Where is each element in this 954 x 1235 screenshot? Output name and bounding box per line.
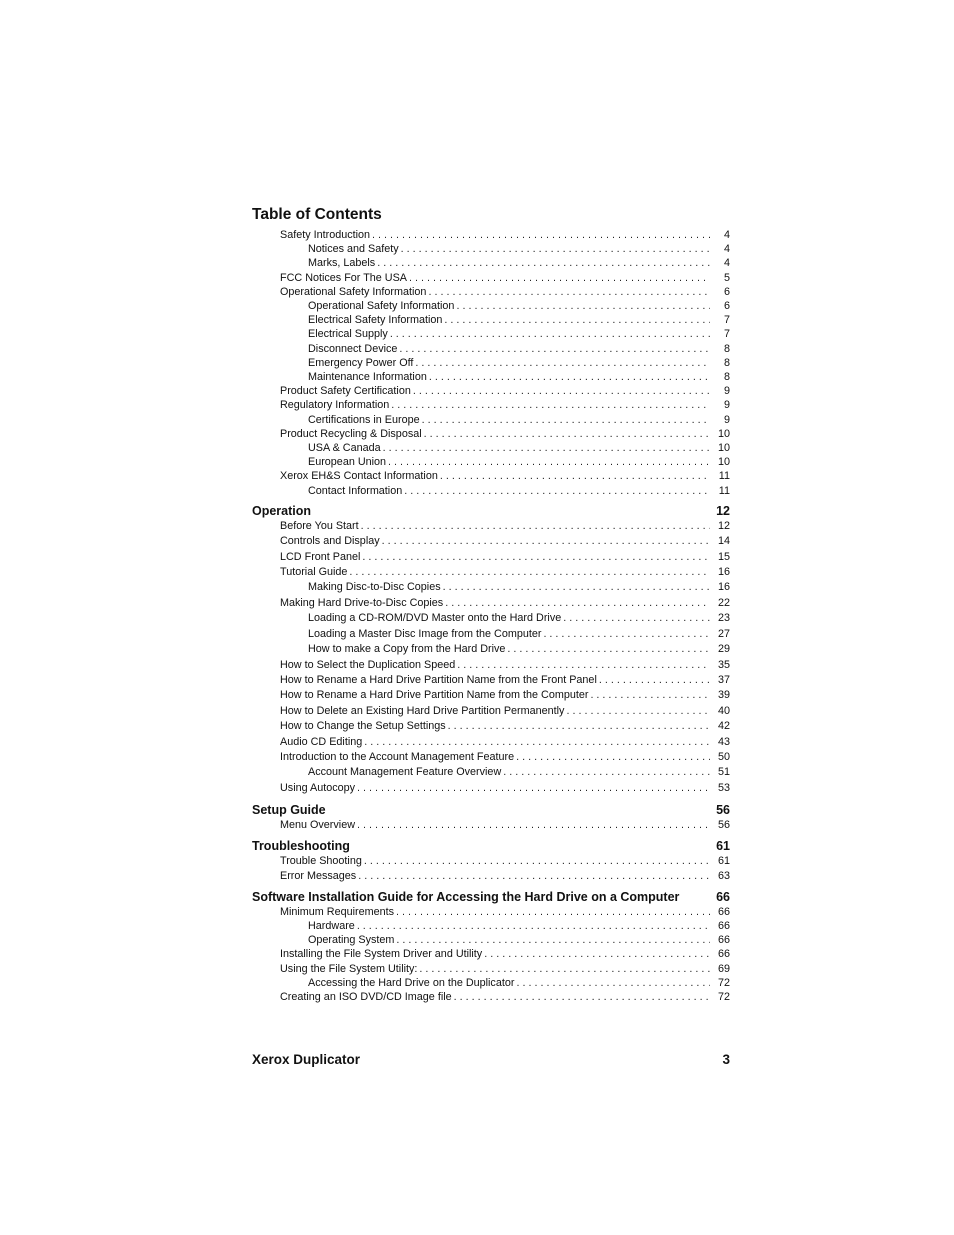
dot-leader — [597, 673, 710, 688]
toc-subentry[interactable] — [252, 933, 730, 947]
toc-entry[interactable] — [252, 271, 730, 285]
entry-page: 16 — [717, 566, 730, 579]
dot-leader — [359, 519, 710, 534]
entry-page: 8 — [723, 356, 730, 369]
entry-page: 9 — [723, 385, 730, 398]
dot-leader — [441, 580, 710, 595]
dot-leader — [380, 534, 710, 549]
entry-title: Controls and Display — [280, 535, 380, 548]
dot-leader — [455, 658, 710, 673]
entry-title: How to Change the Setup Settings — [280, 720, 446, 733]
entry-title: Emergency Power Off — [308, 356, 414, 369]
entry-page: 16 — [717, 581, 730, 594]
toc-entry[interactable] — [252, 869, 730, 883]
entry-page: 69 — [717, 962, 730, 975]
toc-subentry[interactable] — [252, 299, 730, 313]
toc-subentry[interactable] — [252, 256, 730, 270]
entry-page: 40 — [717, 704, 730, 717]
dot-leader — [388, 327, 710, 341]
toc-entry[interactable] — [252, 565, 730, 580]
entry-title: Menu Overview — [280, 819, 356, 832]
section-page: 66 — [716, 889, 730, 904]
entry-title: Maintenance Information — [308, 371, 427, 384]
entry-title: Electrical Supply — [308, 328, 388, 341]
entry-title: Minimum Requirements — [280, 905, 394, 918]
dot-leader — [514, 750, 710, 765]
toc-entry[interactable] — [252, 704, 730, 719]
section-heading[interactable] — [252, 838, 730, 854]
dot-leader — [482, 947, 710, 961]
entry-title: Regulatory Information — [280, 399, 390, 412]
dot-leader — [438, 469, 710, 483]
entry-title: How to Rename a Hard Drive Partition Name from the Computer — [280, 689, 589, 702]
entry-page: 61 — [717, 855, 730, 868]
entry-page: 50 — [717, 750, 730, 763]
dot-leader — [386, 455, 710, 469]
dot-leader — [411, 384, 710, 398]
entry-title: Notices and Safety — [308, 243, 399, 256]
section-heading[interactable] — [252, 889, 730, 905]
toc-subentry[interactable] — [252, 765, 730, 780]
toc-entry[interactable] — [252, 818, 730, 832]
dot-leader — [422, 427, 710, 441]
toc-subentry[interactable] — [252, 484, 730, 498]
entry-page: 22 — [717, 596, 730, 609]
entry-title: Operational Safety Information — [280, 285, 427, 298]
entry-page: 4 — [723, 257, 730, 270]
entry-page: 29 — [717, 643, 730, 656]
toc-entry[interactable] — [252, 398, 730, 412]
entry-page: 10 — [717, 442, 730, 455]
entry-page: 51 — [717, 766, 730, 779]
dot-leader — [442, 313, 710, 327]
entry-title: Making Disc-to-Disc Copies — [308, 581, 441, 594]
dot-leader — [381, 441, 710, 455]
dot-leader — [355, 919, 710, 933]
entry-title: Creating an ISO DVD/CD Image file — [280, 991, 452, 1003]
dot-leader — [389, 398, 710, 412]
entry-title: Loading a Master Disc Image from the Computer — [308, 627, 542, 640]
toc-entry[interactable] — [252, 750, 730, 765]
dot-leader — [427, 370, 710, 384]
entry-title: European Union — [308, 456, 387, 469]
entry-page: 66 — [717, 905, 730, 918]
section-title: Software Installation Guide for Accessing the Hard Drive on a Computer — [252, 889, 680, 904]
footer-title: Xerox Duplicator — [252, 1052, 361, 1067]
entry-title: Operating System — [308, 934, 395, 947]
section-title: Troubleshooting — [252, 839, 350, 854]
entry-title: USA & Canada — [308, 442, 381, 455]
dot-leader — [355, 818, 710, 832]
entry-page: 10 — [717, 456, 730, 469]
dot-leader — [370, 228, 710, 242]
toc-entry[interactable] — [252, 947, 730, 961]
entry-title: Marks, Labels — [308, 257, 376, 270]
dot-leader — [417, 962, 710, 976]
toc-entry[interactable] — [252, 469, 730, 483]
toc-entry[interactable] — [252, 550, 730, 565]
entry-page: 72 — [717, 976, 730, 989]
toc-entry[interactable] — [252, 673, 730, 688]
entry-page: 10 — [717, 427, 730, 440]
entry-title: Error Messages — [280, 869, 357, 882]
dot-leader — [452, 990, 710, 1004]
entry-title: Product Recycling & Disposal — [280, 427, 422, 440]
toc-entry[interactable] — [252, 427, 730, 441]
toc-entry[interactable] — [252, 285, 730, 299]
entry-page: 37 — [717, 673, 730, 686]
table-of-contents — [252, 205, 730, 1004]
entry-page: 6 — [723, 285, 730, 298]
section-page: 56 — [716, 803, 730, 818]
entry-title: Electrical Safety Information — [308, 314, 443, 327]
entry-title: Hardware — [308, 919, 355, 932]
entry-page: 9 — [723, 413, 730, 426]
dot-leader — [501, 765, 710, 780]
entry-page: 11 — [718, 484, 730, 497]
entry-title: How to Delete an Existing Hard Drive Partition Permanently — [280, 704, 565, 717]
dot-leader — [347, 565, 710, 580]
entry-title: Product Safety Certification — [280, 385, 411, 398]
entry-title: Loading a CD-ROM/DVD Master onto the Hard Drive — [308, 612, 562, 625]
toc-entry[interactable] — [252, 596, 730, 611]
entry-title: Accessing the Hard Drive on the Duplicator — [308, 976, 515, 989]
toc-section — [252, 503, 730, 796]
entry-title: How to make a Copy from the Hard Drive — [308, 643, 506, 656]
dot-leader — [399, 242, 710, 256]
entry-title: Introduction to the Account Management Feature — [280, 750, 515, 763]
entry-page: 4 — [723, 229, 730, 241]
toc-title: Table of Contents — [252, 206, 382, 223]
toc-entry[interactable] — [252, 990, 730, 1004]
toc-entry[interactable] — [252, 384, 730, 398]
dot-leader — [394, 933, 710, 947]
dot-leader — [397, 342, 710, 356]
toc-subentry[interactable] — [252, 441, 730, 455]
entry-page: 7 — [723, 328, 730, 341]
toc-subentry[interactable] — [252, 370, 730, 384]
dot-leader — [514, 976, 710, 990]
entry-title: Account Management Feature Overview — [308, 766, 502, 779]
dot-leader — [561, 611, 710, 626]
section-heading[interactable] — [252, 503, 730, 519]
entry-title: Certifications in Europe — [308, 413, 420, 426]
toc-entry[interactable] — [252, 228, 730, 242]
entry-page: 66 — [717, 948, 730, 961]
entry-title: Making Hard Drive-to-Disc Copies — [280, 596, 444, 609]
entry-page: 43 — [717, 735, 730, 748]
toc-entry[interactable] — [252, 519, 730, 534]
entry-page: 23 — [717, 612, 730, 625]
toc-section — [252, 228, 730, 498]
toc-sections — [252, 228, 730, 1004]
entry-page: 11 — [718, 470, 730, 483]
entry-title: Before You Start — [280, 519, 359, 532]
toc-subentry[interactable] — [252, 342, 730, 356]
entry-title: Safety Introduction — [280, 229, 371, 241]
entry-title: Contact Information — [308, 484, 403, 497]
toc-entry[interactable] — [252, 688, 730, 703]
toc-entry[interactable] — [252, 905, 730, 919]
dot-leader — [588, 688, 710, 703]
dot-leader — [420, 413, 710, 427]
dot-leader — [454, 299, 710, 313]
entry-title: How to Rename a Hard Drive Partition Name from the Front Panel — [280, 673, 597, 686]
entry-page: 12 — [717, 519, 730, 532]
entry-title: Operational Safety Information — [308, 300, 455, 313]
entry-page: 66 — [717, 919, 730, 932]
entry-page: 66 — [717, 934, 730, 947]
entry-page: 5 — [723, 271, 730, 284]
dot-leader — [355, 781, 710, 796]
toc-subentry[interactable] — [252, 611, 730, 626]
entry-page: 7 — [723, 314, 730, 327]
entry-title: How to Select the Duplication Speed — [280, 658, 456, 671]
entry-page: 42 — [717, 720, 730, 733]
entry-title: FCC Notices For The USA — [280, 271, 407, 284]
toc-entry[interactable] — [252, 781, 730, 796]
entry-page: 56 — [717, 819, 730, 832]
toc-subentry[interactable] — [252, 919, 730, 933]
dot-leader — [541, 627, 710, 642]
dot-leader — [362, 735, 710, 750]
entry-page: 4 — [723, 243, 730, 256]
entry-page: 53 — [717, 781, 730, 794]
toc-section — [252, 889, 730, 1004]
dot-leader — [362, 854, 710, 868]
section-page: 61 — [716, 839, 730, 854]
dot-leader — [375, 256, 710, 270]
entry-page: 8 — [723, 371, 730, 384]
dot-leader — [505, 642, 710, 657]
entry-title: Using Autocopy — [280, 781, 356, 794]
toc-subentry[interactable] — [252, 413, 730, 427]
footer-page-number: 3 — [722, 1052, 730, 1067]
toc-entry[interactable] — [252, 854, 730, 868]
toc-subentry[interactable] — [252, 976, 730, 990]
entry-title: Installing the File System Driver and Utility — [280, 948, 483, 961]
dot-leader — [402, 484, 710, 498]
entry-page: 27 — [717, 627, 730, 640]
dot-leader — [426, 285, 710, 299]
dot-leader — [443, 596, 710, 611]
entry-page: 39 — [717, 689, 730, 702]
section-title: Setup Guide — [252, 803, 326, 818]
toc-entry[interactable] — [252, 962, 730, 976]
toc-subentry[interactable] — [252, 580, 730, 595]
toc-subentry[interactable] — [252, 242, 730, 256]
entry-page: 72 — [717, 991, 730, 1003]
dot-leader — [446, 719, 710, 734]
section-page: 12 — [716, 503, 730, 518]
entry-page: 14 — [717, 535, 730, 548]
dot-leader — [413, 356, 710, 370]
toc-subentry[interactable] — [252, 627, 730, 642]
entry-page: 15 — [717, 550, 730, 563]
toc-subentry[interactable] — [252, 455, 730, 469]
toc-entry[interactable] — [252, 719, 730, 734]
entry-title: Audio CD Editing — [280, 735, 363, 748]
entry-page: 8 — [723, 342, 730, 355]
entry-title: Xerox EH&S Contact Information — [280, 470, 438, 483]
toc-section — [252, 838, 730, 882]
entry-page: 9 — [723, 399, 730, 412]
toc-entry[interactable] — [252, 534, 730, 549]
entry-page: 35 — [717, 658, 730, 671]
toc-section — [252, 802, 730, 832]
entry-title: LCD Front Panel — [280, 550, 361, 563]
toc-subentry[interactable] — [252, 356, 730, 370]
toc-subentry[interactable] — [252, 327, 730, 341]
entry-title: Tutorial Guide — [280, 566, 348, 579]
page-footer — [252, 1051, 730, 1069]
toc-subentry[interactable] — [252, 313, 730, 327]
entry-title: Using the File System Utility: — [280, 962, 418, 975]
toc-subentry[interactable] — [252, 642, 730, 657]
dot-leader — [356, 869, 710, 883]
section-title: Operation — [252, 503, 312, 518]
section-heading[interactable] — [252, 802, 730, 818]
toc-entry[interactable] — [252, 658, 730, 673]
dot-leader — [394, 905, 710, 919]
dot-leader — [360, 550, 710, 565]
entry-page: 6 — [723, 300, 730, 313]
dot-leader — [564, 704, 710, 719]
entry-title: Trouble Shooting — [280, 855, 362, 868]
dot-leader — [407, 271, 710, 285]
toc-entry[interactable] — [252, 735, 730, 750]
entry-title: Disconnect Device — [308, 342, 398, 355]
entry-page: 63 — [717, 869, 730, 882]
